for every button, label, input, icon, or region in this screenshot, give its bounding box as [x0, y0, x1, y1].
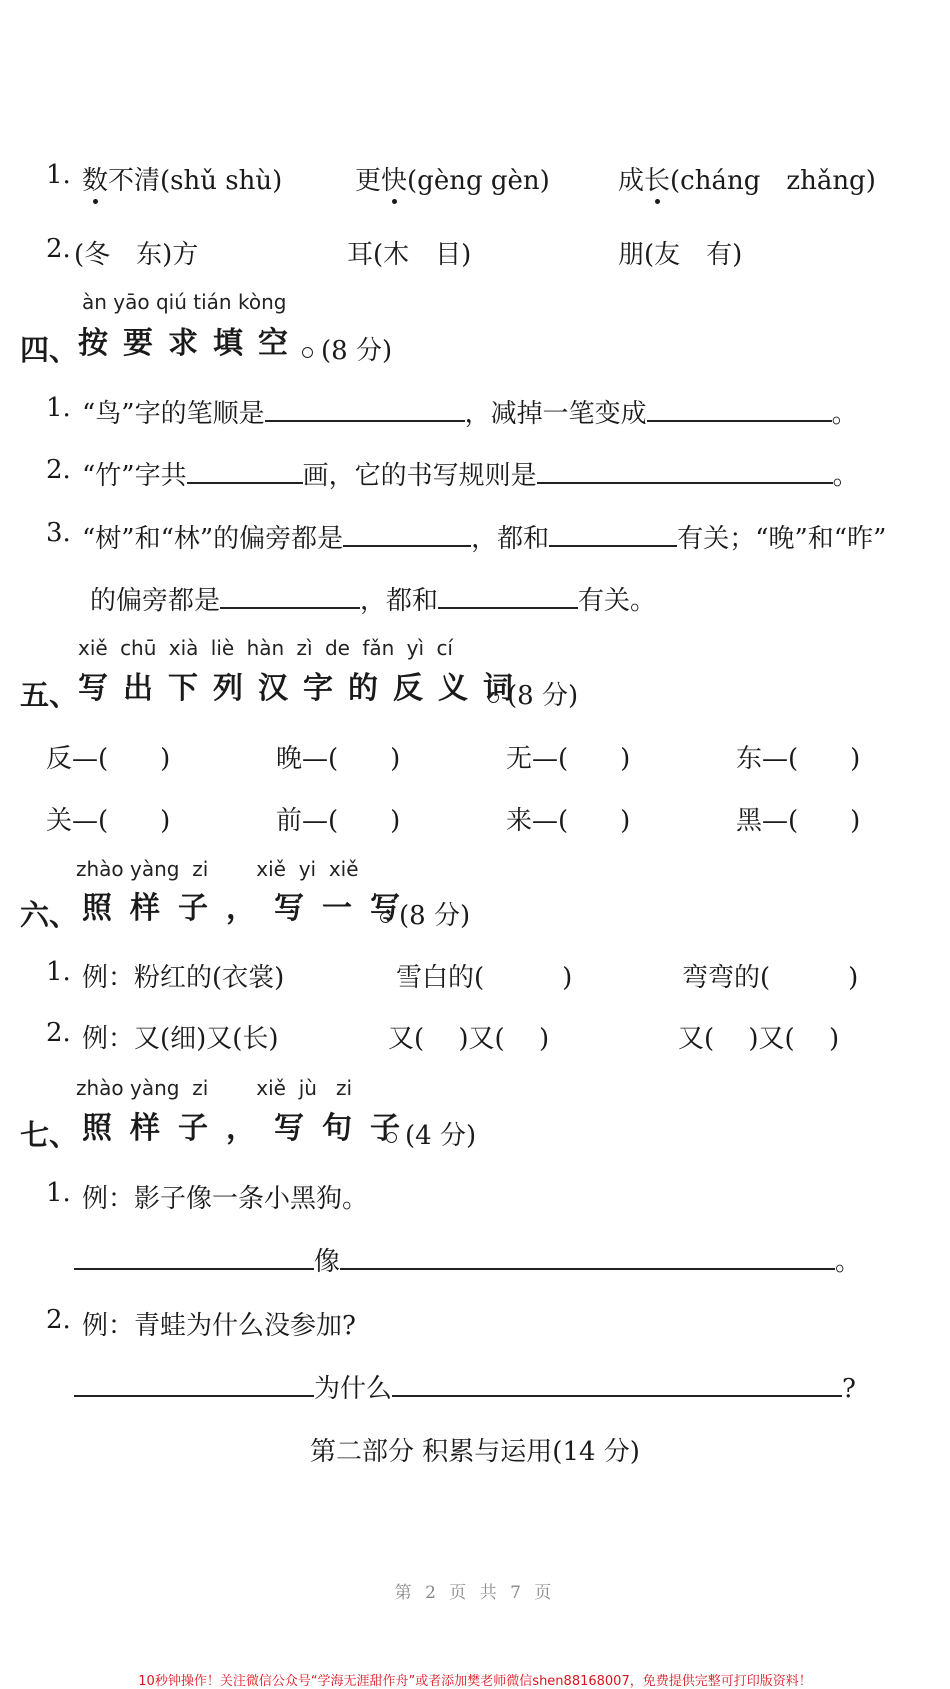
fill-question: “竹”字共 画，它的书写规则是 。 [82, 455, 859, 492]
antonym-item: 前—( ) [276, 806, 401, 836]
section-score: (8 分) [302, 330, 392, 367]
question-number: 2. [46, 234, 71, 264]
pinyin-choice: 成长(cháng zhǎng) [618, 160, 876, 197]
section-title: 写出下列汉字的反义词 [78, 671, 528, 706]
antonym-item: 黑—( ) [736, 806, 861, 836]
section-score: (4 分) [386, 1115, 476, 1152]
fill-question-cont: 的偏旁都是 ，都和 有关。 [90, 580, 656, 617]
example-sentence: 例：影子像一条小黑狗。 [82, 1184, 369, 1214]
antonym-item: 晚—( ) [276, 744, 401, 774]
antonym-item: 东—( ) [736, 744, 861, 774]
section-number: 六、 [20, 898, 79, 932]
question-number: 3. [46, 518, 71, 548]
pinyin-line: zhào yàng zi xiě yi xiě [76, 857, 359, 881]
section-number: 五、 [20, 678, 79, 712]
char-choice: 朋(友 有) [618, 240, 743, 270]
example-sentence: 例：青蛙为什么没参加? [82, 1311, 356, 1341]
sentence-blank-line: 像 。 [74, 1241, 861, 1278]
question-number: 1. [46, 160, 71, 190]
section-score: (8 分) [380, 895, 470, 932]
question-number: 2. [46, 1018, 71, 1048]
exercise-item: 弯弯的( ) [682, 963, 859, 993]
exercise-item: 雪白的( ) [396, 963, 573, 993]
antonym-item: 关—( ) [46, 806, 171, 836]
page-footer: 第 2 页 共 7 页 [394, 1583, 556, 1603]
fill-question: “鸟”字的笔顺是 ，减掉一笔变成 。 [82, 393, 858, 430]
part-heading: 第二部分 积累与运用(14 分) [310, 1437, 640, 1467]
exercise-item: 又( )又( ) [388, 1024, 550, 1054]
promo-banner: 10秒钟操作！关注微信公众号“学海无涯甜作舟”或者添加樊老师微信shen88168007，免费提供完整可打印版资料！ [138, 1674, 812, 1689]
pinyin-choice: 更快(gèng gèn) [355, 160, 550, 197]
example-item: 例：又(细)又(长) [82, 1024, 279, 1054]
section-score: (8 分) [488, 675, 578, 712]
fill-question: “树”和“林”的偏旁都是 ，都和 有关；“晚”和“昨” [82, 518, 886, 555]
question-number: 1. [46, 957, 71, 987]
antonym-item: 无—( ) [506, 744, 631, 774]
example-item: 例：粉红的(衣裳) [82, 963, 285, 993]
pinyin-choice: 数不清(shǔ shù) [82, 160, 282, 197]
section-number: 七、 [20, 1118, 79, 1152]
exercise-item: 又( )又( ) [678, 1024, 840, 1054]
pinyin-line: xiě chū xià liè hàn zì de fǎn yì cí [78, 636, 453, 660]
question-number: 2. [46, 455, 71, 485]
section-title: 照样子，写一写 [82, 891, 418, 926]
pinyin-line: àn yāo qiú tián kòng [82, 290, 287, 314]
sentence-blank-line: 为什么 ? [74, 1368, 856, 1405]
char-choice: (冬 东)方 [74, 240, 199, 270]
section-title: 按要求填空 [78, 326, 303, 361]
section-title: 照样子，写句子 [82, 1111, 418, 1146]
question-number: 1. [46, 1178, 71, 1208]
question-number: 1. [46, 393, 71, 423]
section-number: 四、 [20, 333, 79, 367]
pinyin-line: zhào yàng zi xiě jù zi [76, 1076, 353, 1100]
antonym-item: 反—( ) [46, 744, 171, 774]
char-choice: 耳(木 目) [347, 240, 472, 270]
question-number: 2. [46, 1305, 71, 1335]
antonym-item: 来—( ) [506, 806, 631, 836]
